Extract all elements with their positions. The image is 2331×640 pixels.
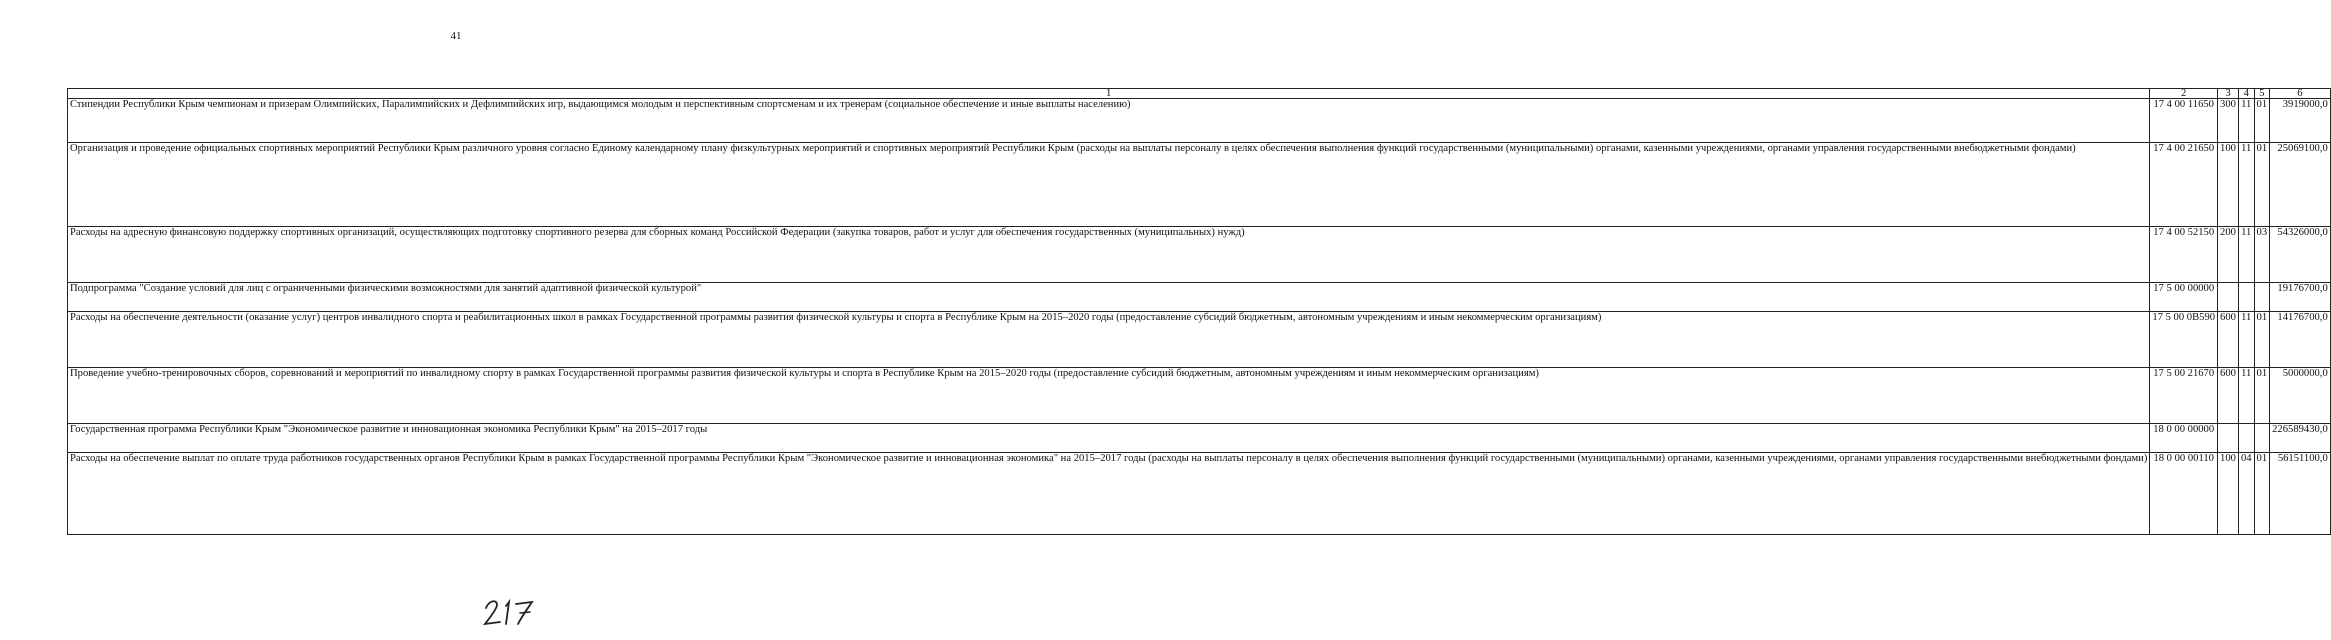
table-row	[68, 99, 2331, 143]
row-target-code: 17 4 00 21650	[2150, 143, 2218, 227]
row-target-code: 18 0 00 00000	[2150, 424, 2218, 453]
row-subsection: 01	[2254, 453, 2270, 535]
row-section	[2238, 283, 2254, 312]
row-section: 11	[2238, 99, 2254, 143]
row-amount: 226589430,0	[2270, 424, 2331, 453]
budget-table	[67, 88, 2331, 535]
row-subsection: 01	[2254, 368, 2270, 424]
row-description: Расходы на обеспечение выплат по оплате труда работников государственных органов Республики Крым в рамках Государственной программы Республики Крым "Экономическое развитие и инновационная экономика" на 2015–2017 годы (расходы на выплаты персоналу в целях обеспечения выполнения функций государственными (муниципальными) органами, казенными учреждениями, органами управления государственными внебюджетными фондами)	[68, 453, 2150, 535]
row-amount: 19176700,0	[2270, 283, 2331, 312]
row-amount: 3919000,0	[2270, 99, 2331, 143]
row-subsection: 01	[2254, 143, 2270, 227]
row-target-code: 18 0 00 00110	[2150, 453, 2218, 535]
table-row	[68, 453, 2331, 535]
row-amount: 56151100,0	[2270, 453, 2331, 535]
row-description: Подпрограмма "Создание условий для лиц с ограниченными физическими возможностями для занятий адаптивной физической культурой"	[68, 283, 2150, 312]
table-row	[68, 227, 2331, 283]
row-section: 11	[2238, 368, 2254, 424]
table-row	[68, 283, 2331, 312]
row-subsection: 01	[2254, 312, 2270, 368]
row-description: Расходы на обеспечение деятельности (оказание услуг) центров инвалидного спорта и реабилитационных школ в рамках Государственной программы развития физической культуры и спорта в Республике Крым на 2015–2020 годы (предоставление субсидий бюджетным, автономным учреждениям и иным некоммерческим организациям)	[68, 312, 2150, 368]
row-description: Расходы на адресную финансовую поддержку спортивных организаций, осуществляющих подготовку спортивного резерва для сборных команд Российской Федерации (закупка товаров, работ и услуг для обеспечения государственных (муниципальных) нужд)	[68, 227, 2150, 283]
table-row	[68, 368, 2331, 424]
page-number: 41	[450, 30, 462, 42]
handwritten-page-number	[482, 596, 542, 626]
row-target-code: 17 5 00 0B590	[2150, 312, 2218, 368]
header-col-5: 5	[2254, 89, 2270, 99]
header-col-6: 6	[2270, 89, 2331, 99]
header-col-2: 2	[2150, 89, 2218, 99]
row-amount: 14176700,0	[2270, 312, 2331, 368]
row-expense-type: 600	[2218, 312, 2239, 368]
row-description: Государственная программа Республики Крым "Экономическое развитие и инновационная экономика Республики Крым" на 2015–2017 годы	[68, 424, 2150, 453]
row-expense-type: 300	[2218, 99, 2239, 143]
table-header-row	[68, 89, 2331, 99]
row-target-code: 17 4 00 52150	[2150, 227, 2218, 283]
row-expense-type	[2218, 424, 2239, 453]
table-row	[68, 312, 2331, 368]
header-col-1: 1	[68, 89, 2150, 99]
table-row	[68, 143, 2331, 227]
row-target-code: 17 5 00 00000	[2150, 283, 2218, 312]
row-expense-type	[2218, 283, 2239, 312]
row-expense-type: 600	[2218, 368, 2239, 424]
row-expense-type: 100	[2218, 453, 2239, 535]
header-col-4: 4	[2238, 89, 2254, 99]
row-section: 04	[2238, 453, 2254, 535]
row-subsection	[2254, 283, 2270, 312]
row-subsection	[2254, 424, 2270, 453]
table-row	[68, 424, 2331, 453]
row-target-code: 17 5 00 21670	[2150, 368, 2218, 424]
row-section: 11	[2238, 227, 2254, 283]
row-section: 11	[2238, 143, 2254, 227]
row-target-code: 17 4 00 11650	[2150, 99, 2218, 143]
row-amount: 54326000,0	[2270, 227, 2331, 283]
row-subsection: 01	[2254, 99, 2270, 143]
row-description: Организация и проведение официальных спортивных мероприятий Республики Крым различного уровня согласно Единому календарному плану физкультурных мероприятий и спортивных мероприятий Республики Крым (расходы на выплаты персоналу в целях обеспечения выполнения функций государственными (муниципальными) органами, казенными учреждениями, органами управления государственными внебюджетными фондами)	[68, 143, 2150, 227]
row-section: 11	[2238, 312, 2254, 368]
row-description: Стипендии Республики Крым чемпионам и призерам Олимпийских, Паралимпийских и Дефлимпийских игр, выдающимся молодым и перспективным спортсменам и их тренерам (социальное обеспечение и иные выплаты населению)	[68, 99, 2150, 143]
row-expense-type: 200	[2218, 227, 2239, 283]
header-col-3: 3	[2218, 89, 2239, 99]
row-description: Проведение учебно-тренировочных сборов, соревнований и мероприятий по инвалидному спорту в рамках Государственной программы развития физической культуры и спорта в Республике Крым на 2015–2020 годы (предоставление субсидий бюджетным, автономным учреждениям и иным некоммерческим организациям)	[68, 368, 2150, 424]
row-subsection: 03	[2254, 227, 2270, 283]
row-amount: 25069100,0	[2270, 143, 2331, 227]
row-amount: 5000000,0	[2270, 368, 2331, 424]
row-expense-type: 100	[2218, 143, 2239, 227]
row-section	[2238, 424, 2254, 453]
